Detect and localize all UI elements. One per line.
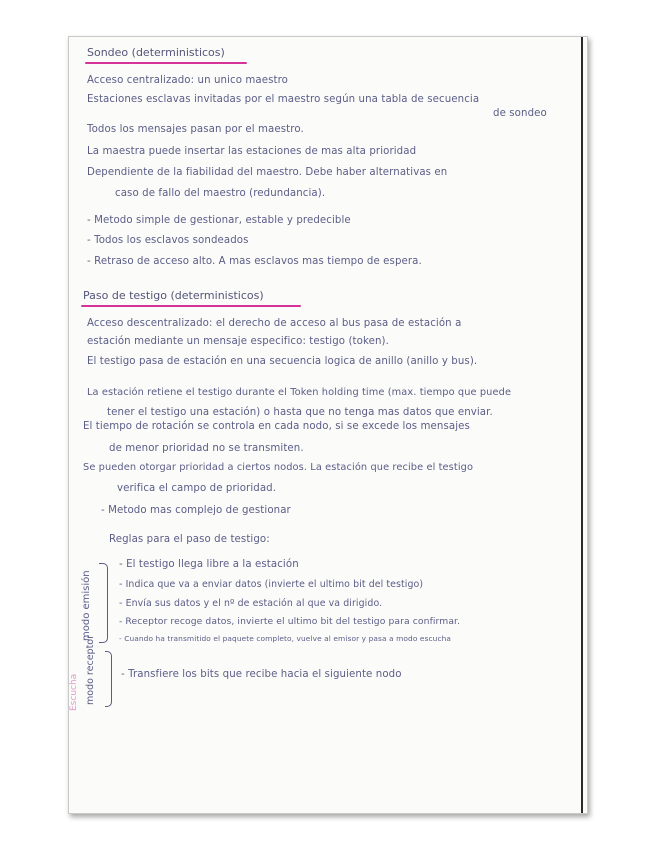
text-line: Acceso centralizado: un unico maestro [87,75,289,86]
page-edge-line [581,37,583,813]
rule-item: - Envía sus datos y el nº de estación al que va dirigido. [119,598,383,609]
list-item: - Metodo mas complejo de gestionar [101,505,291,516]
text-line: El tiempo de rotación se controla en cada nodo, si se excede los mensajes [83,421,470,432]
section-title-paso-testigo: Paso de testigo (deterministicos) [83,289,264,302]
title-underline [85,62,247,64]
text-line: Dependiente de la fiabilidad del maestro. Debe haber alternativas en [87,167,448,178]
text-line: tener el testigo una estación) o hasta que no tenga mas datos que enviar. [107,407,493,418]
text-line: La estación retiene el testigo durante el Token holding time (max. tiempo que puede [87,387,512,398]
text-line: La maestra puede insertar las estaciones de mas alta prioridad [87,146,417,157]
text-line: Estaciones esclavas invitadas por el maestro según una tabla de secuencia [87,94,480,105]
text-line: caso de fallo del maestro (redundancia). [115,188,326,199]
rule-item: - Cuando ha transmitido el paquete completo, vuelve al emisor y pasa a modo escucha [119,634,452,643]
emision-bracket [99,563,108,643]
modo-emision-label: modo emisión [81,570,92,641]
modo-receptor-label: modo receptor [85,634,96,705]
text-line: Se pueden otorgar prioridad a ciertos nodos. La estación que recibe el testigo [83,462,474,473]
text-line: El testigo pasa de estación en una secuencia logica de anillo (anillo y bus). [87,356,478,367]
rule-item: - Transfiere los bits que recibe hacia el siguiente nodo [121,669,402,680]
text-line: Todos los mensajes pasan por el maestro. [87,124,304,135]
section-title-sondeo: Sondeo (deterministicos) [87,46,225,59]
text-line: estación mediante un mensaje especifico: testigo (token). [87,336,389,347]
notebook-page [68,36,588,814]
rule-item: - Indica que va a enviar datos (invierte el ultimo bit del testigo) [119,579,424,590]
escucha-note: Escucha [69,673,79,711]
text-line: de sondeo [493,108,547,119]
title-underline [81,305,301,307]
list-item: - Retraso de acceso alto. A mas esclavos mas tiempo de espera. [87,256,422,267]
rule-item: - Receptor recoge datos, invierte el ultimo bit del testigo para confirmar. [119,616,461,627]
text-line: verifica el campo de prioridad. [117,483,277,494]
receptor-bracket [105,651,112,707]
text-line: de menor prioridad no se transmiten. [109,443,304,454]
text-line: Reglas para el paso de testigo: [109,534,270,545]
list-item: - Todos los esclavos sondeados [87,235,249,246]
text-line: Acceso descentralizado: el derecho de acceso al bus pasa de estación a [87,318,462,329]
list-item: - Metodo simple de gestionar, estable y predecible [87,215,351,226]
rule-item: - El testigo llega libre a la estación [119,559,299,570]
